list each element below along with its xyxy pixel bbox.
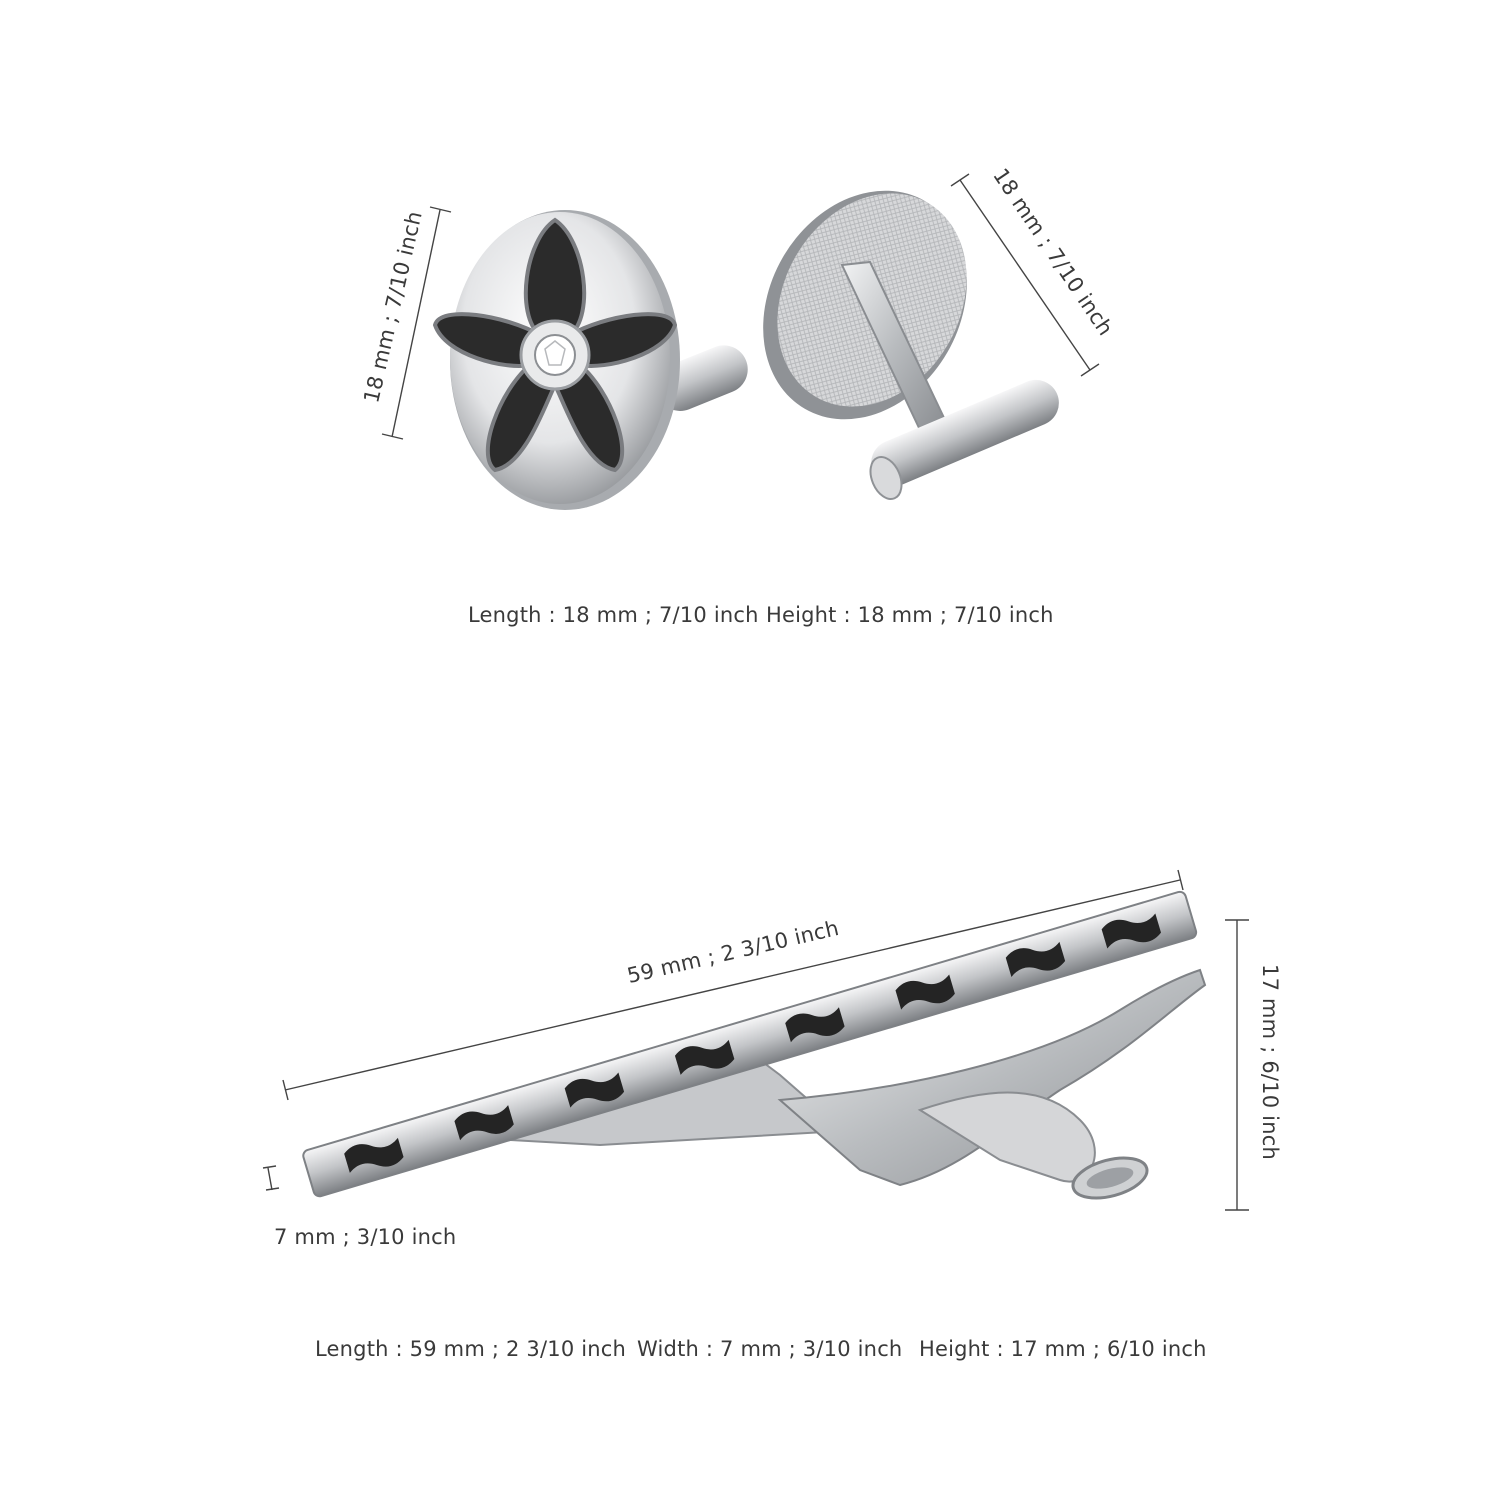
cufflink-length-caption: Length : 18 mm ; 7/10 inch — [468, 603, 759, 627]
tie-clip-height-caption: Height : 17 mm ; 6/10 inch — [919, 1337, 1207, 1361]
cufflink-height-caption: Height : 18 mm ; 7/10 inch — [766, 603, 1054, 627]
tie-clip-width-caption: Width : 7 mm ; 3/10 inch — [637, 1337, 903, 1361]
tie-clip-height-dimension: 17 mm ; 6/10 inch — [1258, 964, 1282, 1160]
tie-clip-length-dimension: 59 mm ; 2 3/10 inch — [624, 915, 842, 989]
tie-clip-length-caption: Length : 59 mm ; 2 3/10 inch — [315, 1337, 627, 1361]
tie-clip-width-dimension: 7 mm ; 3/10 inch — [274, 1225, 457, 1249]
cufflink-left-dimension: 18 mm ; 7/10 inch — [359, 208, 427, 406]
cufflink-front — [435, 210, 755, 510]
cufflink-right-dimension: 18 mm ; 7/10 inch — [988, 164, 1118, 340]
